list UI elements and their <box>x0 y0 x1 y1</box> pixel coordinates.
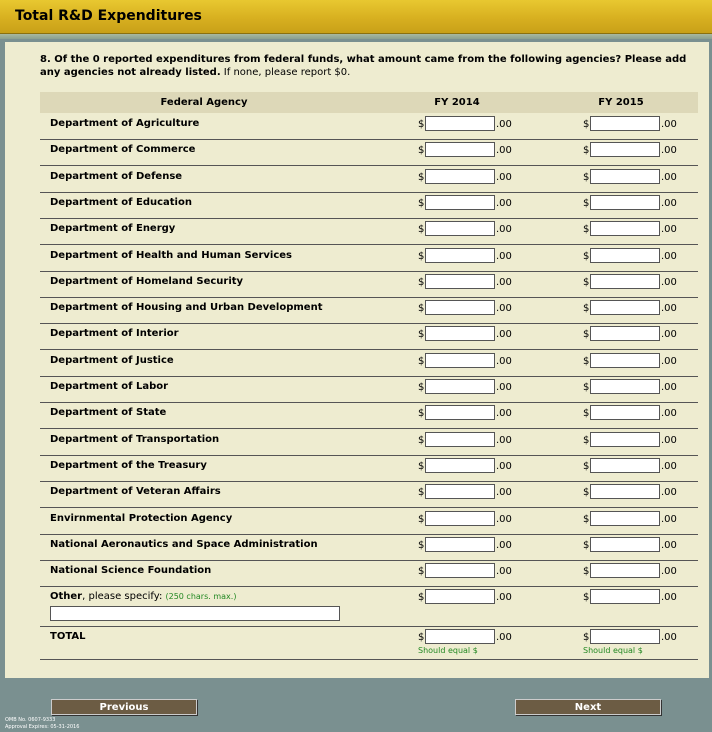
should-equal-fy2014: Should equal $ <box>418 646 478 656</box>
amount-input-fy2015[interactable] <box>590 221 660 236</box>
agency-row <box>40 455 698 482</box>
table-header <box>40 92 698 113</box>
amount-input-fy2015[interactable] <box>590 511 660 526</box>
amount-input-fy2015[interactable] <box>590 379 660 394</box>
agency-row <box>40 323 698 350</box>
amount-input-fy2014[interactable] <box>425 432 495 447</box>
amount-input-fy2015[interactable] <box>590 537 660 552</box>
other-agency-row <box>40 586 698 627</box>
cents-fy2014: .00 <box>496 224 512 236</box>
dollar-sign-fy2015: $ <box>583 382 590 393</box>
amount-input-fy2014[interactable] <box>425 484 495 499</box>
total-label: TOTAL <box>50 631 86 643</box>
cents-fy2015: .00 <box>661 382 677 393</box>
dollar-sign-fy2015: $ <box>583 119 590 130</box>
amount-input-fy2015[interactable] <box>590 432 660 447</box>
cents-fy2014: .00 <box>496 434 512 446</box>
total-row <box>40 626 698 660</box>
dollar-sign-fy2015: $ <box>583 329 590 341</box>
cents-fy2015: .00 <box>661 303 677 315</box>
agency-label: Department of Transportation <box>50 433 220 445</box>
amount-input-fy2015[interactable] <box>590 195 660 210</box>
other-specify-input[interactable] <box>50 606 340 621</box>
amount-input-fy2015[interactable] <box>590 142 660 157</box>
amount-input-fy2014[interactable] <box>425 353 495 368</box>
page-title: Total R&D Expenditures <box>15 8 202 24</box>
agency-label: Envirnmental Protection Agency <box>50 512 233 524</box>
approval-expires: Approval Expires: 05-31-2016 <box>5 724 80 730</box>
amount-input-fy2014[interactable] <box>425 142 495 157</box>
amount-input-fy2015[interactable] <box>590 458 660 473</box>
cents-fy2015: .00 <box>661 632 677 644</box>
amount-input-fy2015[interactable] <box>590 116 660 131</box>
cents-fy2014: .00 <box>496 197 512 209</box>
amount-input-fy2014[interactable] <box>425 563 495 578</box>
dollar-sign-fy2015: $ <box>583 487 590 499</box>
agency-label: Department of Homeland Security <box>50 275 244 287</box>
agency-label: Department of Health and Human Services <box>50 249 292 261</box>
question-note: If none, please report $0. <box>220 67 351 78</box>
form-panel <box>5 42 709 678</box>
agency-row <box>40 297 698 324</box>
dollar-sign-fy2015: $ <box>583 250 590 262</box>
previous-button[interactable]: Previous <box>51 699 197 715</box>
agency-label: National Science Foundation <box>50 565 212 577</box>
cents-fy2014: .00 <box>496 171 512 183</box>
dollar-sign-fy2014: $ <box>418 171 425 183</box>
amount-input-fy2015[interactable] <box>590 405 660 420</box>
amount-input-fy2014[interactable] <box>425 300 495 315</box>
amount-input-fy2015[interactable] <box>590 629 660 644</box>
dollar-sign-fy2014: $ <box>418 197 425 209</box>
amount-input-fy2014[interactable] <box>425 248 495 263</box>
agency-row <box>40 560 698 587</box>
cents-fy2014: .00 <box>496 592 512 604</box>
omb-notice <box>5 717 79 731</box>
agency-row <box>40 402 698 429</box>
agency-label: Department of State <box>50 407 167 419</box>
other-label <box>50 591 236 602</box>
col-header-agency: Federal Agency <box>160 97 248 108</box>
other-specify-text: , please specify: <box>82 591 166 603</box>
cents-fy2015: .00 <box>661 487 677 499</box>
dollar-sign-fy2014: $ <box>418 632 425 644</box>
cents-fy2015: .00 <box>661 276 677 288</box>
dollar-sign-fy2015: $ <box>583 539 590 551</box>
cents-fy2014: .00 <box>496 145 512 157</box>
cents-fy2014: .00 <box>496 566 512 578</box>
col-header-fy2015: FY 2015 <box>598 97 644 108</box>
amount-input-fy2014[interactable] <box>425 195 495 210</box>
dollar-sign-fy2014: $ <box>418 592 425 604</box>
amount-input-fy2015[interactable] <box>590 326 660 341</box>
dollar-sign-fy2015: $ <box>583 224 590 236</box>
amount-input-fy2014[interactable] <box>425 169 495 184</box>
amount-input-fy2015[interactable] <box>590 484 660 499</box>
other-label-text: Other <box>50 591 83 603</box>
dollar-sign-fy2015: $ <box>583 355 590 367</box>
amount-input-fy2015[interactable] <box>590 353 660 368</box>
agency-label: Department of Agriculture <box>50 118 200 129</box>
agency-row <box>40 245 698 272</box>
agency-label: Department of Energy <box>50 223 176 235</box>
cents-fy2015: .00 <box>661 513 677 525</box>
cents-fy2014: .00 <box>496 119 512 130</box>
dollar-sign-fy2015: $ <box>583 592 590 604</box>
amount-input-fy2015[interactable] <box>590 274 660 289</box>
cents-fy2014: .00 <box>496 408 512 420</box>
agency-label: Department of Commerce <box>50 144 196 156</box>
dollar-sign-fy2014: $ <box>418 145 425 157</box>
agency-label: Department of the Treasury <box>50 459 207 471</box>
cents-fy2015: .00 <box>661 408 677 420</box>
cents-fy2015: .00 <box>661 592 677 604</box>
header-stripe <box>0 34 712 39</box>
agency-row <box>40 481 698 508</box>
amount-input-fy2015[interactable] <box>590 563 660 578</box>
col-header-fy2014: FY 2014 <box>434 97 480 108</box>
cents-fy2014: .00 <box>496 382 512 393</box>
cents-fy2014: .00 <box>496 276 512 288</box>
dollar-sign-fy2014: $ <box>418 250 425 262</box>
amount-input-fy2014[interactable] <box>425 326 495 341</box>
dollar-sign-fy2014: $ <box>418 408 425 420</box>
agency-row <box>40 192 698 219</box>
amount-input-fy2014[interactable] <box>425 458 495 473</box>
amount-input-fy2014[interactable] <box>425 405 495 420</box>
agency-label: Department of Defense <box>50 170 183 182</box>
cents-fy2015: .00 <box>661 197 677 209</box>
amount-input-fy2014[interactable] <box>425 274 495 289</box>
agency-row <box>40 166 698 193</box>
agency-row <box>40 218 698 245</box>
dollar-sign-fy2015: $ <box>583 513 590 525</box>
cents-fy2014: .00 <box>496 513 512 525</box>
amount-input-fy2014[interactable] <box>425 379 495 394</box>
dollar-sign-fy2014: $ <box>418 119 425 130</box>
dollar-sign-fy2014: $ <box>418 303 425 315</box>
dollar-sign-fy2014: $ <box>418 434 425 446</box>
cents-fy2015: .00 <box>661 460 677 472</box>
amount-input-fy2014[interactable] <box>425 589 495 604</box>
agency-row <box>40 139 698 166</box>
agency-label: National Aeronautics and Space Administration <box>50 538 318 550</box>
dollar-sign-fy2014: $ <box>418 539 425 551</box>
dollar-sign-fy2015: $ <box>583 171 590 183</box>
dollar-sign-fy2014: $ <box>418 566 425 578</box>
amount-input-fy2015[interactable] <box>590 300 660 315</box>
amount-input-fy2014[interactable] <box>425 221 495 236</box>
cents-fy2014: .00 <box>496 250 512 262</box>
cents-fy2015: .00 <box>661 145 677 157</box>
dollar-sign-fy2014: $ <box>418 513 425 525</box>
page-header <box>0 0 712 34</box>
cents-fy2015: .00 <box>661 171 677 183</box>
agency-row <box>40 508 698 535</box>
agency-row <box>40 113 698 140</box>
cents-fy2014: .00 <box>496 303 512 315</box>
dollar-sign-fy2015: $ <box>583 566 590 578</box>
dollar-sign-fy2014: $ <box>418 355 425 367</box>
amount-input-fy2015[interactable] <box>590 248 660 263</box>
amount-input-fy2014[interactable] <box>425 116 495 131</box>
cents-fy2014: .00 <box>496 460 512 472</box>
dollar-sign-fy2015: $ <box>583 303 590 315</box>
dollar-sign-fy2014: $ <box>418 224 425 236</box>
agency-row <box>40 271 698 298</box>
amount-input-fy2014[interactable] <box>425 537 495 552</box>
dollar-sign-fy2014: $ <box>418 487 425 499</box>
agency-label: Department of Housing and Urban Development <box>50 302 323 314</box>
cents-fy2015: .00 <box>661 566 677 578</box>
amount-input-fy2015[interactable] <box>590 169 660 184</box>
next-button[interactable]: Next <box>515 699 661 715</box>
cents-fy2015: .00 <box>661 119 677 130</box>
agency-row <box>40 534 698 561</box>
cents-fy2015: .00 <box>661 355 677 367</box>
cents-fy2015: .00 <box>661 224 677 236</box>
agency-label: Department of Education <box>50 196 192 208</box>
dollar-sign-fy2015: $ <box>583 145 590 157</box>
cents-fy2014: .00 <box>496 539 512 551</box>
dollar-sign-fy2015: $ <box>583 276 590 288</box>
dollar-sign-fy2014: $ <box>418 276 425 288</box>
agency-row <box>40 429 698 456</box>
dollar-sign-fy2015: $ <box>583 434 590 446</box>
agency-label: Department of Labor <box>50 381 169 392</box>
amount-input-fy2014[interactable] <box>425 511 495 526</box>
agency-row <box>40 376 698 403</box>
dollar-sign-fy2015: $ <box>583 197 590 209</box>
should-equal-fy2015: Should equal $ <box>583 646 643 656</box>
agency-row <box>40 350 698 377</box>
question-prompt: 8. Of the 0 reported expenditures from federal funds, what amount came from the following agencies? Please add any agencies not already listed. <box>40 54 687 78</box>
cents-fy2015: .00 <box>661 434 677 446</box>
cents-fy2014: .00 <box>496 632 512 644</box>
dollar-sign-fy2014: $ <box>418 329 425 341</box>
other-max-chars: (250 chars. max.) <box>165 592 237 602</box>
cents-fy2014: .00 <box>496 355 512 367</box>
cents-fy2014: .00 <box>496 487 512 499</box>
agency-label: Department of Veteran Affairs <box>50 486 221 498</box>
cents-fy2015: .00 <box>661 329 677 341</box>
agency-label: Department of Interior <box>50 328 179 340</box>
amount-input-fy2014[interactable] <box>425 629 495 644</box>
omb-number: OMB No. 0607-9333 <box>5 717 56 723</box>
dollar-sign-fy2014: $ <box>418 382 425 393</box>
dollar-sign-fy2015: $ <box>583 460 590 472</box>
agency-label: Department of Justice <box>50 354 174 366</box>
dollar-sign-fy2015: $ <box>583 632 590 644</box>
cents-fy2015: .00 <box>661 250 677 262</box>
amount-input-fy2015[interactable] <box>590 589 660 604</box>
question-text <box>40 53 690 79</box>
cents-fy2015: .00 <box>661 539 677 551</box>
cents-fy2014: .00 <box>496 329 512 341</box>
dollar-sign-fy2014: $ <box>418 460 425 472</box>
dollar-sign-fy2015: $ <box>583 408 590 420</box>
